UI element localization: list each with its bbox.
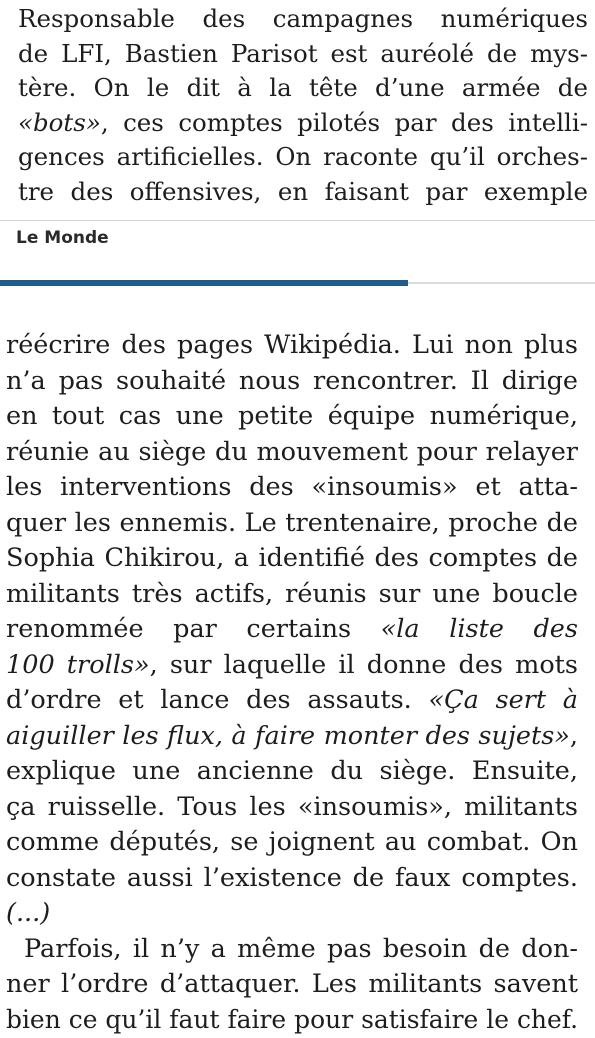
text-fragment: , sur laquelle il donne des mots xyxy=(150,650,578,680)
text-line: Parfois, il n’y a même pas besoin de don- xyxy=(6,932,578,968)
text-fragment: , ces comptes pilotés par des intelli- xyxy=(101,108,588,137)
text-line: tre des offensives, en faisant par exemple xyxy=(18,175,588,210)
text-line: ça ruisselle. Tous les «insoumis», militants xyxy=(6,790,578,826)
text-line xyxy=(6,612,578,648)
text-line xyxy=(6,719,578,755)
source-label: Le Monde xyxy=(16,228,109,248)
text-line: explique une ancienne du siège. Ensuite, xyxy=(6,754,578,790)
italic-text: «bots» xyxy=(18,108,101,137)
text-line: réécrire des pages Wikipédia. Lui non plus xyxy=(6,328,578,364)
ellipsis-mark: (...) xyxy=(6,898,50,928)
text-line: gences artificielles. On raconte qu’il orches- xyxy=(18,140,588,175)
text-line: les interventions des «insoumis» et atta- xyxy=(6,470,578,506)
bottom-excerpt xyxy=(6,328,578,1038)
text-fragment: , xyxy=(570,721,578,751)
divider xyxy=(0,220,595,221)
text-line: bien ce qu’il faut faire pour satisfaire le chef. xyxy=(6,1003,578,1038)
text-line: Sophia Chikirou, a identifié des comptes de xyxy=(6,541,578,577)
bottom-clipping xyxy=(0,300,595,1030)
text-line xyxy=(6,896,578,932)
text-line: constate aussi l’existence de faux comptes. xyxy=(6,861,578,897)
text-line: ner l’ordre d’attaquer. Les militants savent xyxy=(6,967,578,1003)
text-line: réunie au siège du mouvement pour relayer xyxy=(6,435,578,471)
italic-text: «Ça sert à xyxy=(428,685,578,715)
text-line xyxy=(6,648,578,684)
top-excerpt xyxy=(18,2,588,209)
text-line: Responsable des campagnes numériques xyxy=(18,2,588,37)
italic-text: aiguiller les flux, à faire monter des sujets» xyxy=(6,721,570,751)
italic-text: 100 trolls» xyxy=(6,650,150,680)
accent-bar xyxy=(0,280,408,286)
text-line: tère. On le dit à la tête d’une armée de xyxy=(18,71,588,106)
text-fragment: d’ordre et lance des assauts. xyxy=(6,685,428,715)
italic-text: «la liste des xyxy=(381,614,578,644)
text-fragment: renommée par certains xyxy=(6,614,381,644)
top-clipping xyxy=(0,0,595,272)
text-line: n’a pas souhaité nous rencontrer. Il dirige xyxy=(6,364,578,400)
text-line: militants très actifs, réunis sur une boucle xyxy=(6,577,578,613)
accent-rule xyxy=(408,282,595,284)
text-line: de LFI, Bastien Parisot est auréolé de mys- xyxy=(18,37,588,72)
text-line xyxy=(6,683,578,719)
text-line: en tout cas une petite équipe numérique, xyxy=(6,399,578,435)
text-line: quer les ennemis. Le trentenaire, proche de xyxy=(6,506,578,542)
text-line xyxy=(18,106,588,141)
text-line: comme députés, se joignent au combat. On xyxy=(6,825,578,861)
